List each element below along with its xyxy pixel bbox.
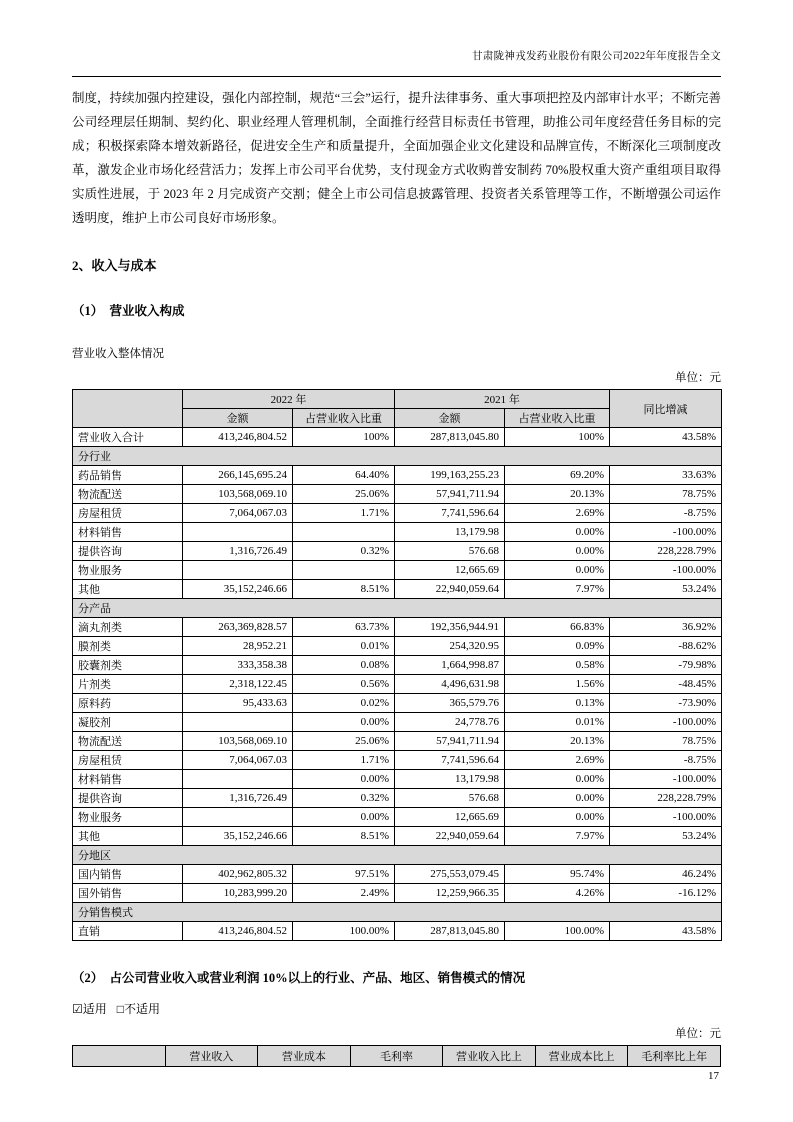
- cell-value: 1.71%: [293, 751, 395, 770]
- column-header: 营业收入比上: [443, 1046, 536, 1067]
- table-row: [73, 922, 722, 941]
- cell-value: [293, 561, 395, 580]
- column-header: 营业成本: [258, 1046, 351, 1067]
- cell-value: [183, 523, 293, 542]
- cell-value: -16.12%: [610, 884, 722, 903]
- cell-value: 365,579.76: [395, 694, 505, 713]
- cell-value: 576.68: [395, 789, 505, 808]
- cell-value: 25.06%: [293, 485, 395, 504]
- cell-value: 57,941,711.94: [395, 485, 505, 504]
- section-label: 分行业: [73, 447, 722, 466]
- table-row: [73, 713, 722, 732]
- cell-value: 0.00%: [505, 789, 610, 808]
- cell-value: 0.00%: [293, 808, 395, 827]
- cell-value: 33.63%: [610, 466, 722, 485]
- cell-value: 12,259,966.35: [395, 884, 505, 903]
- cell-value: 63.73%: [293, 618, 395, 637]
- column-header: 毛利率比上年: [628, 1046, 721, 1067]
- cell-value: [183, 770, 293, 789]
- cell-value: 333,358.38: [183, 656, 293, 675]
- column-header-amount-2022: 金额: [183, 409, 293, 428]
- table-row: [73, 485, 722, 504]
- cell-value: 20.13%: [505, 485, 610, 504]
- revenue-table-body: [73, 428, 722, 941]
- cell-value: 7,741,596.64: [395, 751, 505, 770]
- cell-value: 4.26%: [505, 884, 610, 903]
- table-row: [73, 675, 722, 694]
- cell-value: -73.90%: [610, 694, 722, 713]
- corner-cell: [73, 390, 183, 428]
- section-label: 分产品: [73, 599, 722, 618]
- column-header-yoy: 同比增减: [610, 390, 722, 428]
- section-heading-revenue-and-cost: 2、收入与成本: [72, 258, 157, 273]
- cell-value: 78.75%: [610, 485, 722, 504]
- cell-value: [293, 523, 395, 542]
- cell-value: 12,665.69: [395, 561, 505, 580]
- body-paragraph: 制度，持续加强内控建设，强化内部控制，规范“三会”运行，提升法律事务、重大事项把控及内部审计水平；不断完善公司经理层任期制、契约化、职业经理人管理机制，全面推行经营目标责任书管理，助推公司年度经营任务目标的完成；积极探索降本增效新路径，促进安全生产和质量提升，全面加强企业文化建设和品牌宣传，不断深化三项制度改革，激发企业市场化经营活力；发挥上市公司平台优势，支付现金方式收购普安制药 70%股权重大资产重组项目取得实质性进展，于 2023 年 2 月完成资产交割；健全上市公司信息披露管理、投资者关系管理等工作，不断增强公司运作透明度，维护上市公司良好市场形象。: [72, 91, 721, 225]
- cell-value: 7,741,596.64: [395, 504, 505, 523]
- row-label: 营业收入合计: [73, 428, 183, 447]
- row-label: 直销: [73, 922, 183, 941]
- cell-value: 199,163,255.23: [395, 466, 505, 485]
- column-header: [73, 1046, 166, 1067]
- cell-value: 0.00%: [293, 713, 395, 732]
- cell-value: 28,952.21: [183, 637, 293, 656]
- cell-value: 22,940,059.64: [395, 580, 505, 599]
- table-section-row: [73, 599, 722, 618]
- table-row: [73, 694, 722, 713]
- not-applicable-checkbox: □不适用: [116, 1002, 161, 1016]
- cell-value: 7,064,067.03: [183, 751, 293, 770]
- cell-value: 22,940,059.64: [395, 827, 505, 846]
- cell-value: 287,813,045.80: [395, 922, 505, 941]
- cell-value: 13,179.98: [395, 523, 505, 542]
- cell-value: 46.24%: [610, 865, 722, 884]
- cell-value: -8.75%: [610, 751, 722, 770]
- cell-value: 69.20%: [505, 466, 610, 485]
- table-row: [73, 770, 722, 789]
- column-header: 营业成本比上: [535, 1046, 628, 1067]
- page-header-title: 甘肃陇神戎发药业股份有限公司2022年年度报告全文: [72, 48, 721, 77]
- cell-value: 8.51%: [293, 827, 395, 846]
- segment-table: [72, 1045, 721, 1067]
- column-header: 营业收入: [165, 1046, 258, 1067]
- row-label: 凝胶剂: [73, 713, 183, 732]
- cell-value: 1,316,726.49: [183, 789, 293, 808]
- cell-value: 35,152,246.66: [183, 580, 293, 599]
- cell-value: 53.24%: [610, 827, 722, 846]
- table-row: [73, 637, 722, 656]
- cell-value: 100%: [293, 428, 395, 447]
- cell-value: 0.00%: [293, 770, 395, 789]
- table-row: [73, 542, 722, 561]
- cell-value: 0.00%: [505, 770, 610, 789]
- column-group-2022: 2022 年: [183, 390, 395, 409]
- row-label: 材料销售: [73, 770, 183, 789]
- cell-value: 0.01%: [293, 637, 395, 656]
- table-row: [73, 751, 722, 770]
- page-number: 17: [708, 1070, 719, 1082]
- column-header-amount-2021: 金额: [395, 409, 505, 428]
- cell-value: 1.56%: [505, 675, 610, 694]
- cell-value: [183, 561, 293, 580]
- cell-value: 0.00%: [505, 808, 610, 827]
- row-label: 提供咨询: [73, 789, 183, 808]
- cell-value: 0.32%: [293, 789, 395, 808]
- table-section-row: [73, 903, 722, 922]
- cell-value: 43.58%: [610, 428, 722, 447]
- cell-value: 43.58%: [610, 922, 722, 941]
- cell-value: 275,553,079.45: [395, 865, 505, 884]
- column-group-2021: 2021 年: [395, 390, 610, 409]
- row-label: 胶囊剂类: [73, 656, 183, 675]
- cell-value: 402,962,805.32: [183, 865, 293, 884]
- cell-value: 8.51%: [293, 580, 395, 599]
- row-label: 国外销售: [73, 884, 183, 903]
- subsection-heading-revenue-composition: （1） 营业收入构成: [72, 304, 185, 318]
- cell-value: 10,283,999.20: [183, 884, 293, 903]
- cell-value: 0.32%: [293, 542, 395, 561]
- row-label: 材料销售: [73, 523, 183, 542]
- revenue-composition-table: [72, 389, 722, 941]
- section-label: 分地区: [73, 846, 722, 865]
- column-header: 毛利率: [350, 1046, 443, 1067]
- cell-value: 413,246,804.52: [183, 922, 293, 941]
- cell-value: 1,664,998.87: [395, 656, 505, 675]
- table-row: [73, 827, 722, 846]
- segment-table-header-row: [73, 1046, 721, 1067]
- cell-value: 0.13%: [505, 694, 610, 713]
- applicable-checkbox-checked: ☑适用: [72, 1002, 107, 1016]
- section-label: 分销售模式: [73, 903, 722, 922]
- cell-value: 2.49%: [293, 884, 395, 903]
- cell-value: 0.00%: [505, 561, 610, 580]
- cell-value: 64.40%: [293, 466, 395, 485]
- table-row: [73, 504, 722, 523]
- cell-value: 4,496,631.98: [395, 675, 505, 694]
- cell-value: 192,356,944.91: [395, 618, 505, 637]
- table-caption-overall-revenue: 营业收入整体情况: [72, 348, 164, 360]
- cell-value: 2,318,122.45: [183, 675, 293, 694]
- row-label: 片剂类: [73, 675, 183, 694]
- cell-value: -100.00%: [610, 523, 722, 542]
- table-row: [73, 466, 722, 485]
- row-label: 原料药: [73, 694, 183, 713]
- cell-value: 0.09%: [505, 637, 610, 656]
- column-header-ratio-2022: 占营业收入比重: [293, 409, 395, 428]
- cell-value: 413,246,804.52: [183, 428, 293, 447]
- unit-label-1: 单位：元: [675, 372, 721, 384]
- cell-value: 103,568,069.10: [183, 732, 293, 751]
- cell-value: 12,665.69: [395, 808, 505, 827]
- cell-value: -48.45%: [610, 675, 722, 694]
- cell-value: 287,813,045.80: [395, 428, 505, 447]
- applicability-line: [72, 1000, 721, 1017]
- cell-value: 13,179.98: [395, 770, 505, 789]
- table-section-row: [73, 447, 722, 466]
- row-label: 物业服务: [73, 561, 183, 580]
- cell-value: -100.00%: [610, 713, 722, 732]
- cell-value: 2.69%: [505, 751, 610, 770]
- cell-value: 57,941,711.94: [395, 732, 505, 751]
- table-row: [73, 618, 722, 637]
- table-row: [73, 808, 722, 827]
- row-label: 房屋租赁: [73, 751, 183, 770]
- cell-value: 78.75%: [610, 732, 722, 751]
- cell-value: 100.00%: [293, 922, 395, 941]
- cell-value: 7,064,067.03: [183, 504, 293, 523]
- cell-value: 228,228.79%: [610, 542, 722, 561]
- cell-value: 25.06%: [293, 732, 395, 751]
- row-label: 物业服务: [73, 808, 183, 827]
- cell-value: 0.01%: [505, 713, 610, 732]
- cell-value: 95.74%: [505, 865, 610, 884]
- cell-value: 100.00%: [505, 922, 610, 941]
- row-label: 滴丸剂类: [73, 618, 183, 637]
- cell-value: 36.92%: [610, 618, 722, 637]
- row-label: 药品销售: [73, 466, 183, 485]
- table-section-row: [73, 846, 722, 865]
- cell-value: 266,145,695.24: [183, 466, 293, 485]
- row-label: 膜剂类: [73, 637, 183, 656]
- cell-value: -79.98%: [610, 656, 722, 675]
- table-row: [73, 656, 722, 675]
- cell-value: -88.62%: [610, 637, 722, 656]
- cell-value: -100.00%: [610, 561, 722, 580]
- cell-value: -8.75%: [610, 504, 722, 523]
- cell-value: [183, 808, 293, 827]
- table-row: [73, 428, 722, 447]
- cell-value: 1.71%: [293, 504, 395, 523]
- cell-value: 20.13%: [505, 732, 610, 751]
- cell-value: 103,568,069.10: [183, 485, 293, 504]
- cell-value: [183, 713, 293, 732]
- cell-value: 24,778.76: [395, 713, 505, 732]
- row-label: 房屋租赁: [73, 504, 183, 523]
- cell-value: 228,228.79%: [610, 789, 722, 808]
- table-row: [73, 580, 722, 599]
- row-label: 国内销售: [73, 865, 183, 884]
- cell-value: 0.02%: [293, 694, 395, 713]
- row-label: 提供咨询: [73, 542, 183, 561]
- cell-value: 0.00%: [505, 542, 610, 561]
- cell-value: 0.56%: [293, 675, 395, 694]
- row-label: 其他: [73, 580, 183, 599]
- cell-value: 7.97%: [505, 827, 610, 846]
- cell-value: -100.00%: [610, 808, 722, 827]
- column-header-ratio-2021: 占营业收入比重: [505, 409, 610, 428]
- table-header-row-1: [73, 390, 722, 409]
- table-row: [73, 865, 722, 884]
- unit-label-2: 单位：元: [675, 1028, 721, 1040]
- cell-value: 35,152,246.66: [183, 827, 293, 846]
- cell-value: 0.08%: [293, 656, 395, 675]
- row-label: 其他: [73, 827, 183, 846]
- cell-value: 100%: [505, 428, 610, 447]
- subsection-heading-major-segments: （2） 占公司营业收入或营业利润 10%以上的行业、产品、地区、销售模式的情况: [72, 971, 526, 985]
- row-label: 物流配送: [73, 485, 183, 504]
- cell-value: 576.68: [395, 542, 505, 561]
- table-row: [73, 523, 722, 542]
- cell-value: 66.83%: [505, 618, 610, 637]
- cell-value: -100.00%: [610, 770, 722, 789]
- cell-value: 53.24%: [610, 580, 722, 599]
- cell-value: 254,320.95: [395, 637, 505, 656]
- row-label: 物流配送: [73, 732, 183, 751]
- cell-value: 0.00%: [505, 523, 610, 542]
- cell-value: 1,316,726.49: [183, 542, 293, 561]
- cell-value: 263,369,828.57: [183, 618, 293, 637]
- table-row: [73, 732, 722, 751]
- cell-value: 7.97%: [505, 580, 610, 599]
- cell-value: 95,433.63: [183, 694, 293, 713]
- table-row: [73, 789, 722, 808]
- cell-value: 0.58%: [505, 656, 610, 675]
- cell-value: 97.51%: [293, 865, 395, 884]
- cell-value: 2.69%: [505, 504, 610, 523]
- table-row: [73, 561, 722, 580]
- table-row: [73, 884, 722, 903]
